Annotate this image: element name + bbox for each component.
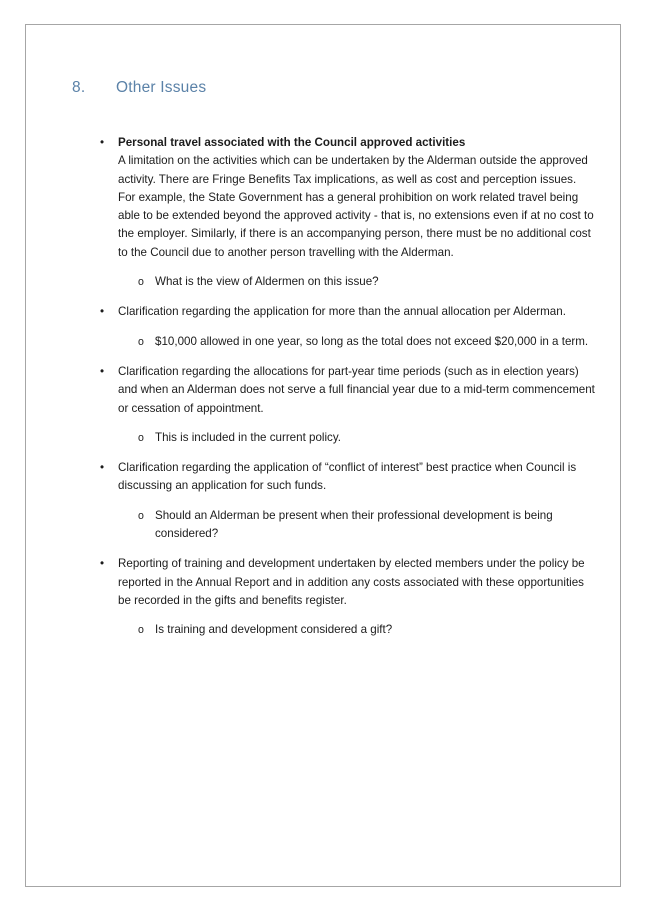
sub-bullet-marker-icon: o [138,276,144,289]
bullet-marker-icon: • [100,557,105,571]
document-page [25,24,621,887]
sub-bullet-text: $10,000 allowed in one year, so long as the total does not exceed $20,000 in a term. [155,334,589,348]
bullet-item [26,555,622,610]
page-title [72,79,592,97]
list-item [26,459,622,543]
spacer [26,496,622,507]
sub-bullet-marker-icon: o [138,509,144,522]
list-item [26,303,622,351]
spacer [26,418,622,429]
spacer [26,447,622,459]
section-number: 8. [72,79,86,96]
sub-bullet-item [26,429,622,447]
bullet-marker-icon: • [100,461,105,475]
sub-bullet-text: Should an Alderman be present when their professional development is being considered? [155,508,553,541]
sub-bullet-marker-icon: o [138,431,144,444]
list-item [26,555,622,639]
sub-bullet-item [26,507,622,544]
bullet-lead-text: Personal travel associated with the Council approved activities [118,136,466,149]
spacer [26,543,622,555]
bullet-marker-icon: • [100,305,105,319]
page-content-area [26,25,622,888]
bullet-marker-icon: • [100,364,105,378]
spacer [26,322,622,333]
bullet-item [26,134,622,262]
bullet-body-text: Clarification regarding the application of “conflict of interest” best practice when Council is discussing an application for such funds. [118,461,577,493]
list-item [26,134,622,291]
bullet-item [26,363,622,418]
issues-list [26,134,622,640]
bullet-body-text: A limitation on the activities which can be undertaken by the Alderman outside the approved activity. There are Fringe Benefits Tax implications, as well as cost and perception issues. For example, the State Government has a general prohibition on work related travel being able to be extended beyond the approved activity - that is, no extensions even if at no cost to the employer. Similarly, if there is an accompanying person, there must be no additional cost to the Council due to another person travelling with the Alderman. [118,154,594,259]
spacer [26,262,622,273]
spacer [26,351,622,363]
bullet-item [26,459,622,496]
sub-bullet-text: This is included in the current policy. [155,430,342,444]
sub-bullet-item [26,273,622,291]
bullet-body-text: Clarification regarding the application for more than the annual allocation per Alderman. [118,305,566,319]
sub-bullet-item [26,621,622,639]
sub-bullet-marker-icon: o [138,624,144,637]
bullet-item [26,303,622,321]
spacer [26,610,622,621]
section-title-text: Other Issues [116,79,207,96]
bullet-body-text: Clarification regarding the allocations for part-year time periods (such as in election years) and when an Alderman does not serve a full financial year due to a mid-term commencement or cessation of appointment. [118,364,595,415]
sub-bullet-marker-icon: o [138,335,144,348]
list-item [26,363,622,447]
sub-bullet-item [26,333,622,351]
bullet-marker-icon: • [100,136,105,149]
spacer [26,291,622,303]
bullet-body-text: Reporting of training and development undertaken by elected members under the policy be reported in the Annual Report and in addition any costs associated with these opportunities be recorded in the gifts and benefits register. [118,557,585,607]
sub-bullet-text: Is training and development considered a gift? [155,623,393,637]
sub-bullet-text: What is the view of Aldermen on this issue? [155,275,379,289]
